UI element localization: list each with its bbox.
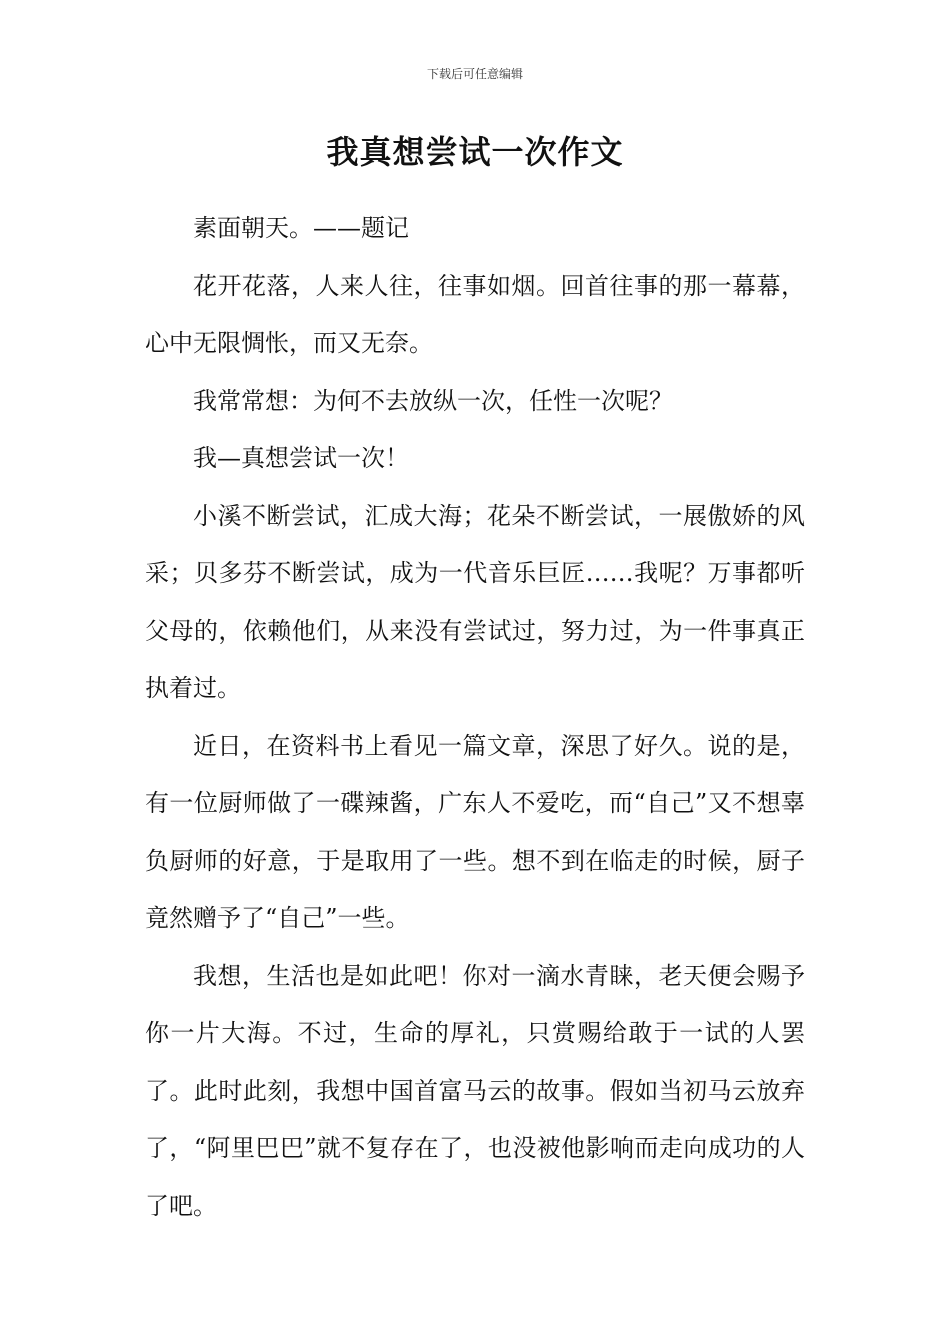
- document-title: 我真想尝试一次作文: [326, 133, 624, 171]
- paragraph: 我想，生活也是如此吧！你对一滴水青睐，老天便会赐予你一片大海。不过，生命的厚礼，只赏赐给敢于一试的人罢了。此时此刻，我想中国首富马云的故事。假如当初马云放弃了，“阿里巴巴”就不复存在了，也没被他影响而走向成功的人了吧。: [145, 961, 805, 1220]
- document-body: [145, 200, 805, 1235]
- paragraph: 我—真想尝试一次！: [193, 444, 409, 472]
- paragraph: 小溪不断尝试，汇成大海；花朵不断尝试，一展傲娇的风采；贝多芬不断尝试，成为一代音乐巨匠……我呢？万事都听父母的，依赖他们，从来没有尝试过，努力过，为一件事真正执着过。: [145, 501, 805, 702]
- paragraph: 近日，在资料书上看见一篇文章，深思了好久。说的是，有一位厨师做了一碟辣酱，广东人不爱吃，而“自己”又不想辜负厨师的好意，于是取用了一些。想不到在临走的时候，厨子竟然赠予了“自己”一些。: [145, 731, 805, 932]
- paragraph: 花开花落，人来人往，往事如烟。回首往事的那一幕幕，心中无限惆怅，而又无奈。: [145, 271, 805, 357]
- header-note: 下载后可任意编辑: [426, 67, 523, 81]
- paragraph-epigraph: 素面朝天。——题记: [193, 214, 409, 242]
- paragraph: 我常常想：为何不去放纵一次，任性一次呢？: [193, 386, 673, 415]
